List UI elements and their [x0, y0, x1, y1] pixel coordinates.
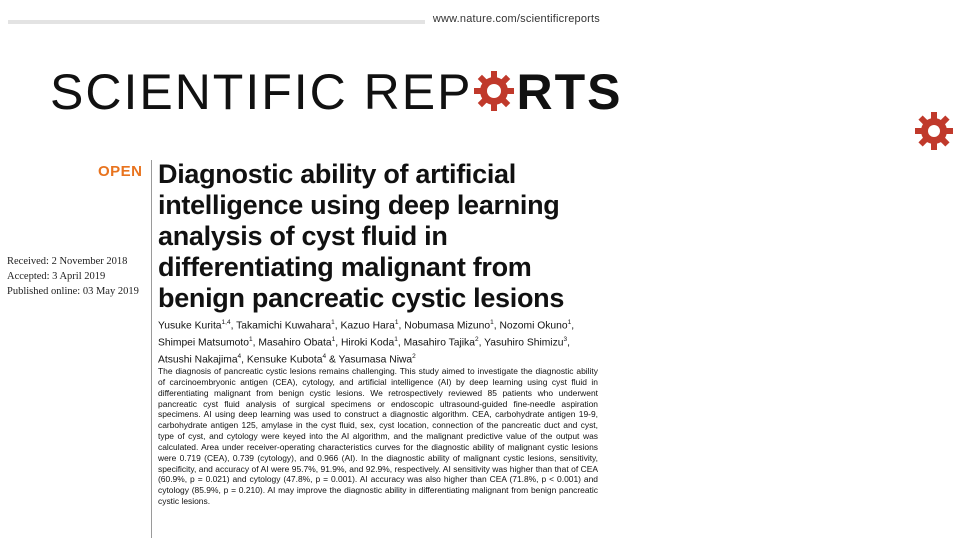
author-name[interactable]: Nobumasa Mizuno — [404, 320, 491, 332]
author-name[interactable]: Masahiro Tajika — [403, 337, 475, 349]
published-date: Published online: 03 May 2019 — [7, 286, 139, 297]
received-date: Received: 2 November 2018 — [7, 256, 128, 267]
journal-url-bar — [0, 6, 610, 34]
author-name[interactable]: Takamichi Kuwahara — [236, 320, 332, 332]
author-list: Yusuke Kurita$^{1,4}$, Takamichi Kuwahara$^1$, Kazuo Hara$^1$, Nobumasa Mizuno$^1$, Nozomi Okuno$^1$, Shimpei Matsumoto$^1$, Masahiro Obata$^1$, Hiroki Koda$^1$, Masahiro Tajika$^2$, Yasuhiro Shimizu$^3$, Atsushi Nakajima$^4$, Kensuke Kubota$^4$ & Yasumasa Niwa$^2$ — [158, 319, 575, 366]
author-affiliation: 1 — [567, 319, 572, 326]
author-affiliation: 1 — [490, 319, 494, 326]
author-affiliation: 1 — [249, 335, 253, 343]
author-name[interactable]: Nozomi Okuno — [499, 320, 568, 332]
author-name[interactable]: Shimpei Matsumoto — [158, 337, 249, 349]
author-affiliation: 2 — [474, 335, 479, 343]
author-affiliation: 4 — [237, 352, 242, 360]
author-affiliation: 4 — [322, 352, 327, 360]
abstract-text: The diagnosis of pancreatic cystic lesions remains challenging. This study aimed to investigate the diagnostic ability of carcinoembryonic antigen (CEA), cytology, and artificial intelligence (AI) by deep learning using cyst fluid in differentiating malignant from benign cystic lesions. We retrospectively reviewed 85 patients who underwent pancreatic cyst fluid analysis of surgical specimens or endoscopic ultrasound-guided fine-needle aspiration specimens. AI using deep learning was used to construct a diagnostic algorithm. CEA, carbohydrate antigen 19-9, carbohydrate antigen 125, amylase in the cyst fluid, sex, cyst location, connection of the pancreatic duct and cyst, type of cyst, and cytology were keyed into the AI algorithm, and the malignant predictive value of the output was calculated. Area under receiver-operating characteristics curves for the diagnostic ability of malignant cystic lesions were 0.719 (CEA), 0.739 (cytology), and 0.966 (AI). In the diagnostic ability of malignant cystic lesions, sensitivity, specificity, and accuracy of AI were 95.7%, 91.9%, and 92.9%, respectively. AI sensitivity was higher than that of CEA (60.9%, p = 0.021) and cytology (47.8%, p = 0.001). AI accuracy was also higher than CEA (71.8%, p < 0.001) and cytology (85.9%, p = 0.210). AI may improve the diagnostic ability in differentiating malignant from benign pancreatic cystic lesions. — [158, 366, 598, 507]
author-name[interactable]: Kazuo Hara — [340, 320, 395, 332]
journal-masthead — [50, 62, 623, 122]
author-name[interactable]: Yasumasa Niwa — [338, 354, 413, 366]
author-affiliation: 1 — [331, 319, 335, 326]
journal-url-link[interactable]: www.nature.com/scientificreports — [425, 13, 604, 25]
journal-name-part1: SCIENTIFIC REP — [50, 64, 473, 120]
author-affiliation: 2 — [412, 352, 416, 360]
author-affiliation: 1 — [394, 335, 398, 343]
article-dates — [7, 254, 147, 299]
open-access-label: OPEN — [98, 163, 143, 180]
accepted-date: Accepted: 3 April 2019 — [7, 271, 106, 282]
author-name[interactable]: Hiroki Koda — [340, 337, 395, 349]
journal-name-part2: RTS — [516, 64, 623, 120]
author-name[interactable]: Masahiro Obata — [258, 337, 332, 349]
article-title: Diagnostic ability of artificial intelligence using deep learning analysis of cyst fluid in differentiating malignant from benign pancreatic cystic lesions — [158, 159, 565, 313]
author-affiliation: 1,4 — [221, 319, 231, 326]
author-name[interactable]: Atsushi Nakajima — [158, 354, 238, 366]
author-name[interactable]: Yusuke Kurita — [158, 320, 222, 332]
author-name[interactable]: Yasuhiro Shimizu — [484, 337, 564, 349]
author-affiliation: 1 — [331, 335, 336, 343]
author-affiliation: 1 — [394, 319, 399, 326]
author-name[interactable]: Kensuke Kubota — [246, 354, 323, 366]
author-affiliation: 3 — [563, 335, 568, 343]
small-gear-icon — [914, 104, 940, 130]
gear-logo-icon — [474, 64, 514, 104]
vertical-divider — [151, 160, 152, 538]
